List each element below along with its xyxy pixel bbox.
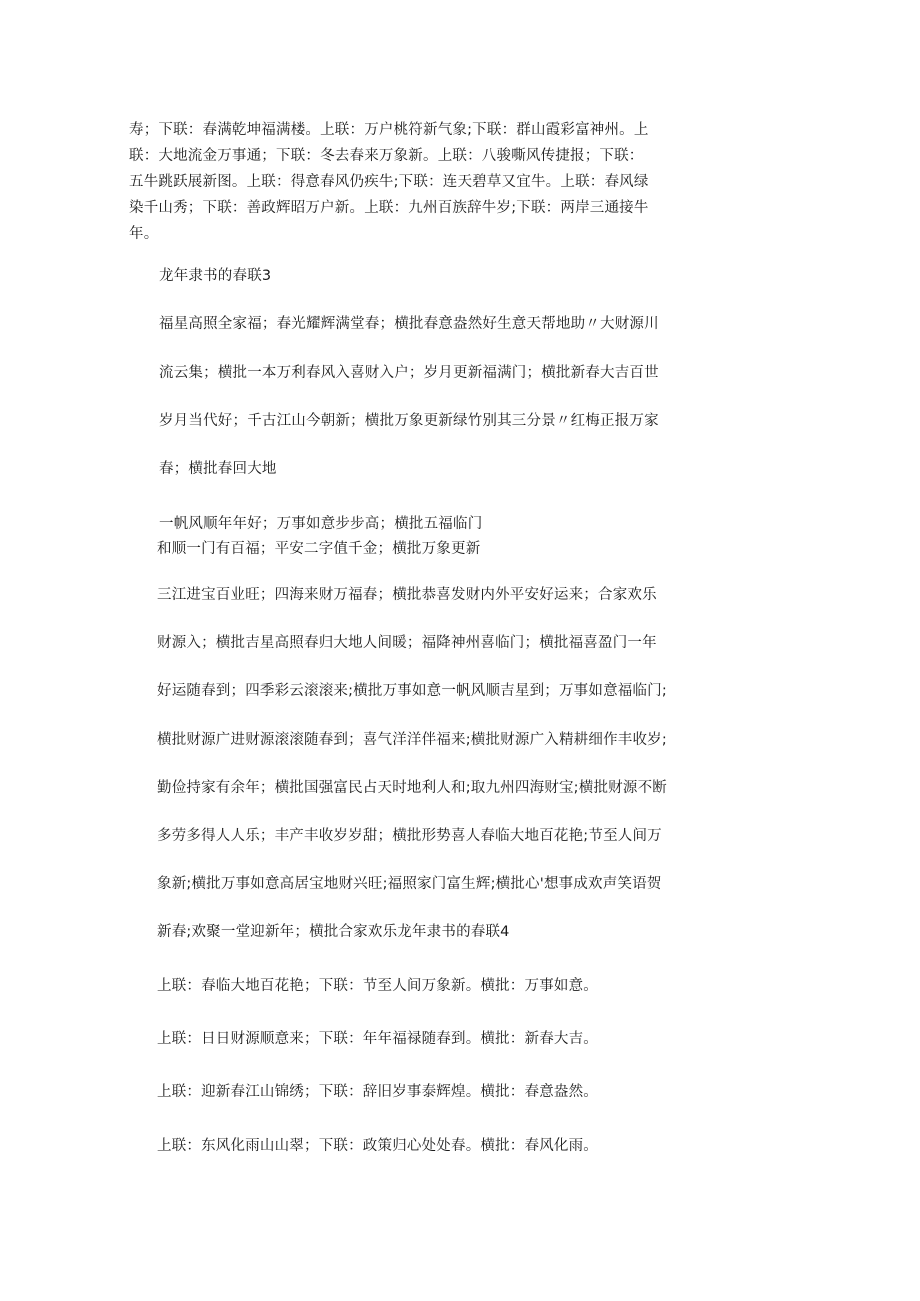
couplet-line: 上联：日日财源顺意来；下联：年年福禄随春到。横批：新春大吉。 bbox=[157, 1031, 598, 1047]
intro-line: 年。 bbox=[129, 226, 159, 242]
couplet-line: 上联：迎新春江山锦绣；下联：辞旧岁事泰辉煌。横批：春意盎然。 bbox=[157, 1084, 598, 1100]
couplet-line: 上联：东风化雨山山翠；下联：政策归心处处春。横批：春风化雨。 bbox=[157, 1138, 598, 1154]
section3-more-line: 好运随春到；四季彩云滚滚来;横批万事如意一帆风顺吉星到；万事如意福临门; bbox=[157, 683, 667, 699]
intro-line: 寿；下联：春满乾坤福满楼。上联：万户桃符新气象;下联：群山霞彩富神州。上 bbox=[129, 122, 649, 138]
section3-more-line: 象新;横批万事如意高居宝地财兴旺;福照家门富生辉;横批心'想事成欢声笑语贺 bbox=[157, 876, 662, 892]
section3-more-line: 勤俭持家有余年；横批国强富民占天时地利人和;取九州四海财宝;横批财源不断 bbox=[157, 780, 667, 796]
intro-line: 五牛跳跃展新图。上联：得意春风仍疾牛;下联：连天碧草又宜牛。上联：春风绿 bbox=[129, 174, 649, 190]
section3-more-line: 财源入；横批吉星高照春归大地人间暖；福降神州喜临门；横批福喜盈门一年 bbox=[157, 635, 657, 651]
intro-line: 染千山秀；下联：善政辉昭万户新。上联：九州百族辞牛岁;下联：两岸三通接牛 bbox=[129, 200, 649, 216]
section3-more-line: 三江进宝百业旺；四海来财万福春；横批恭喜发财内外平安好运来；合家欢乐 bbox=[157, 587, 657, 603]
section3-tight-line: 和顺一门有百福；平安二字值千金；横批万象更新 bbox=[157, 541, 481, 557]
section3-tight-line: 一帆风顺年年好；万事如意步步高；横批五福临门 bbox=[159, 516, 483, 532]
section3-more-line: 横批财源广进财源滚滚随春到；喜气洋洋伴福来;横批财源广入精耕细作丰收岁; bbox=[157, 732, 667, 748]
section3-more-line: 新春;欢聚一堂迎新年；横批合家欢乐龙年隶书的春联4 bbox=[157, 924, 510, 940]
section3-title: 龙年隶书的春联3 bbox=[159, 268, 272, 284]
section3-more-line: 多劳多得人人乐；丰产丰收岁岁甜；横批形势喜人春临大地百花艳;节至人间万 bbox=[157, 828, 662, 844]
section3-line: 春；横批春回大地 bbox=[159, 461, 277, 477]
intro-line: 联：大地流金万事通；下联：冬去春来万象新。上联：八骏嘶风传捷报；下联： bbox=[129, 148, 644, 164]
section3-line: 岁月当代好；千古江山今朝新；横批万象更新绿竹别其三分景〃红梅正报万家 bbox=[159, 413, 659, 429]
section3-line: 福星高照全家福；春光耀辉满堂春；横批春意盎然好生意天帮地助〃大财源川 bbox=[159, 316, 659, 332]
section3-line: 流云集；横批一本万利春风入喜财入户；岁月更新福满门；横批新春大吉百世 bbox=[159, 365, 659, 381]
couplet-line: 上联：春临大地百花艳；下联：节至人间万象新。横批：万事如意。 bbox=[157, 978, 598, 994]
